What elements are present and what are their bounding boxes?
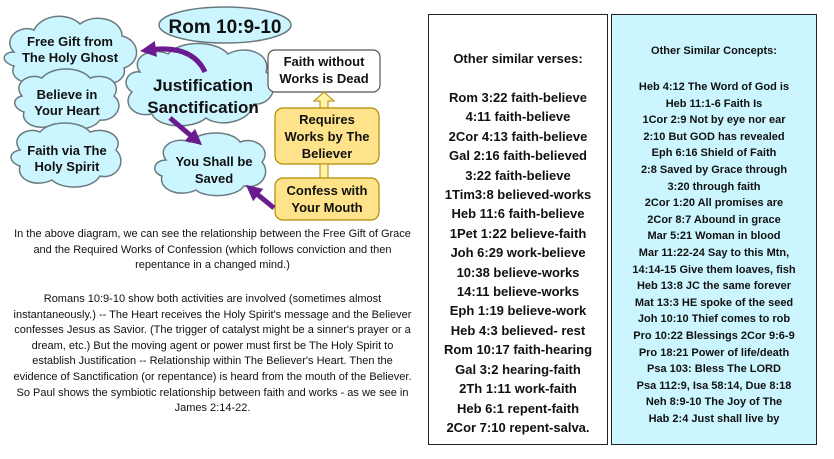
verse-item: Eph 1:19 believe-work	[449, 303, 587, 319]
up-arrow	[314, 92, 334, 108]
concept-item: Neh 8:9-10 The Joy of The	[645, 396, 783, 409]
verse-item: Heb 4:3 believed- rest	[450, 322, 586, 338]
cloud-believe-heart	[15, 69, 119, 130]
concept-item: Heb 4:12 The Word of God is	[638, 81, 790, 93]
concept-item: Pro 18:21 Power of life/death	[638, 346, 790, 359]
verse-item: 3:22 faith-believe	[465, 167, 571, 183]
concepts-list	[612, 79, 816, 427]
verse-item: Heb 6:1 repent-faith	[456, 400, 580, 416]
cloud-faith-line2: Holy Spirit	[34, 159, 100, 174]
concept-item: Joh 10:10 Thief comes to rob	[637, 313, 791, 326]
cloud-saved-line2: Saved	[194, 171, 234, 186]
concept-item: 2Cor 1:20 All promises are	[644, 197, 784, 210]
explanation-paragraph-1: In the above diagram, we can see the relationship between the Free Gift of Grace and the Required Works of Confession (which follows conviction and then repentance in a changed mind.)	[14, 228, 411, 272]
concept-item: 1Cor 2:9 Not by eye nor ear	[642, 114, 786, 127]
verse-item: 10:38 believe-works	[456, 264, 580, 280]
concept-item: Hab 2:4 Just shall live by	[648, 412, 780, 425]
concept-item: 14:14-15 Give them loaves, fish	[632, 263, 796, 276]
verse-item: 14:11 believe-works	[456, 284, 580, 300]
concept-item: Psa 103: Bless The LORD	[647, 363, 781, 376]
title-oval	[159, 7, 291, 43]
diagram	[0, 0, 420, 225]
cloud-saved-line1: You Shall be	[175, 154, 253, 169]
box-faith-without-works-line1: Faith without	[283, 54, 365, 69]
cloud-justification-line1: Justification	[152, 76, 254, 95]
concept-item: Psa 112:9, Isa 58:14, Due 8:18	[636, 379, 792, 392]
concepts-title: Other Similar Concepts:	[651, 45, 777, 57]
cloud-free-gift-line2: The Holy Ghost	[21, 50, 119, 65]
connector-stub	[320, 164, 328, 178]
box-faith-without-works	[268, 50, 380, 92]
diagram-title: Rom 10:9-10	[168, 17, 282, 38]
cloud-faith-line1: Faith via The	[27, 143, 107, 158]
box-confess-line2: Your Mouth	[291, 200, 363, 215]
verse-item: 2Th 1:11 work-faith	[459, 381, 577, 397]
box-confess	[275, 178, 379, 220]
verse-item: Gal 2:16 faith-believed	[449, 148, 587, 164]
concept-item: 3:20 through faith	[667, 180, 761, 193]
box-confess-line1: Confess with	[286, 183, 368, 198]
concept-item: 2Cor 8:7 Abound in grace	[647, 213, 781, 226]
concept-item: Heb 11:1-6 Faith Is	[665, 97, 763, 110]
cloud-saved	[155, 133, 266, 196]
verse-item: Rom 3:22 faith-believe	[449, 90, 587, 105]
box-faith-without-works-line2: Works is Dead	[279, 71, 369, 86]
concept-item: Mar 11:22-24 Say to this Mtn,	[638, 246, 790, 259]
box-requires-works	[275, 108, 379, 164]
verse-item: Rom 10:17 faith-hearing	[443, 342, 593, 358]
box-requires-works-line3: Believer	[301, 146, 353, 161]
box-requires-works-line1: Requires	[299, 112, 355, 127]
concept-item: Heb 13:8 JC the same forever	[636, 280, 792, 293]
cloud-justification-line2: Sanctification	[147, 98, 259, 117]
concept-item: Mat 13:3 HE spoke of the seed	[634, 296, 794, 309]
verse-item: Heb 11:6 faith-believe	[451, 206, 585, 222]
box-requires-works-line2: Works by The	[284, 129, 370, 144]
explanation-paragraph-2: Romans 10:9-10 show both activities are involved (sometimes almost instantaneously.) -- The Heart receives the Holy Spirit's message and the Believer confesses Jesus as Savior. (The trigger of catalyst might be a sinner's prayer or a dream, etc.) But the moving agent or power must first be The Holy Spirit to establish Justification -- Relationship within The Believer's Heart. Then the evidence of Sanctification (or repentance) is heard from the mouth of the Believer. So Paul shows the symbiotic relationship between faith and works - as we see in James 2:14-22.	[13, 293, 412, 415]
verse-item: 1Pet 1:22 believe-faith	[449, 225, 587, 241]
concept-item: 2:8 Saved by Grace through	[640, 163, 788, 176]
concepts-panel	[611, 14, 817, 445]
verse-item: 4:11 faith-believe	[465, 109, 571, 125]
verse-item: 1Tim3:8 believed-works	[444, 187, 592, 203]
verse-item: Gal 3:2 hearing-faith	[455, 361, 581, 377]
verse-item: 2Cor 7:10 repent-salva.	[446, 419, 590, 435]
cloud-believe-line1: Believe in	[36, 87, 98, 102]
cloud-believe-line2: Your Heart	[34, 103, 100, 118]
concept-item: 2:10 But GOD has revealed	[643, 130, 785, 143]
verse-item: Joh 6:29 work-believe	[450, 245, 586, 261]
concept-item: Pro 10:22 Blessings 2Cor 9:6-9	[633, 329, 795, 342]
verses-title: Other similar verses:	[453, 51, 583, 66]
verse-item: 2Cor 4:13 faith-believe	[448, 128, 588, 144]
cloud-free-gift-line1: Free Gift from	[27, 34, 113, 49]
concept-item: Eph 6:16 Shield of Faith	[651, 147, 777, 160]
verses-panel	[428, 14, 608, 445]
verses-list	[429, 88, 607, 437]
arrow-confess-to-saved	[252, 190, 274, 208]
cloud-justification	[126, 44, 274, 126]
cloud-faith-spirit	[11, 123, 121, 187]
concept-item: Mar 5:21 Woman in blood	[647, 230, 781, 243]
